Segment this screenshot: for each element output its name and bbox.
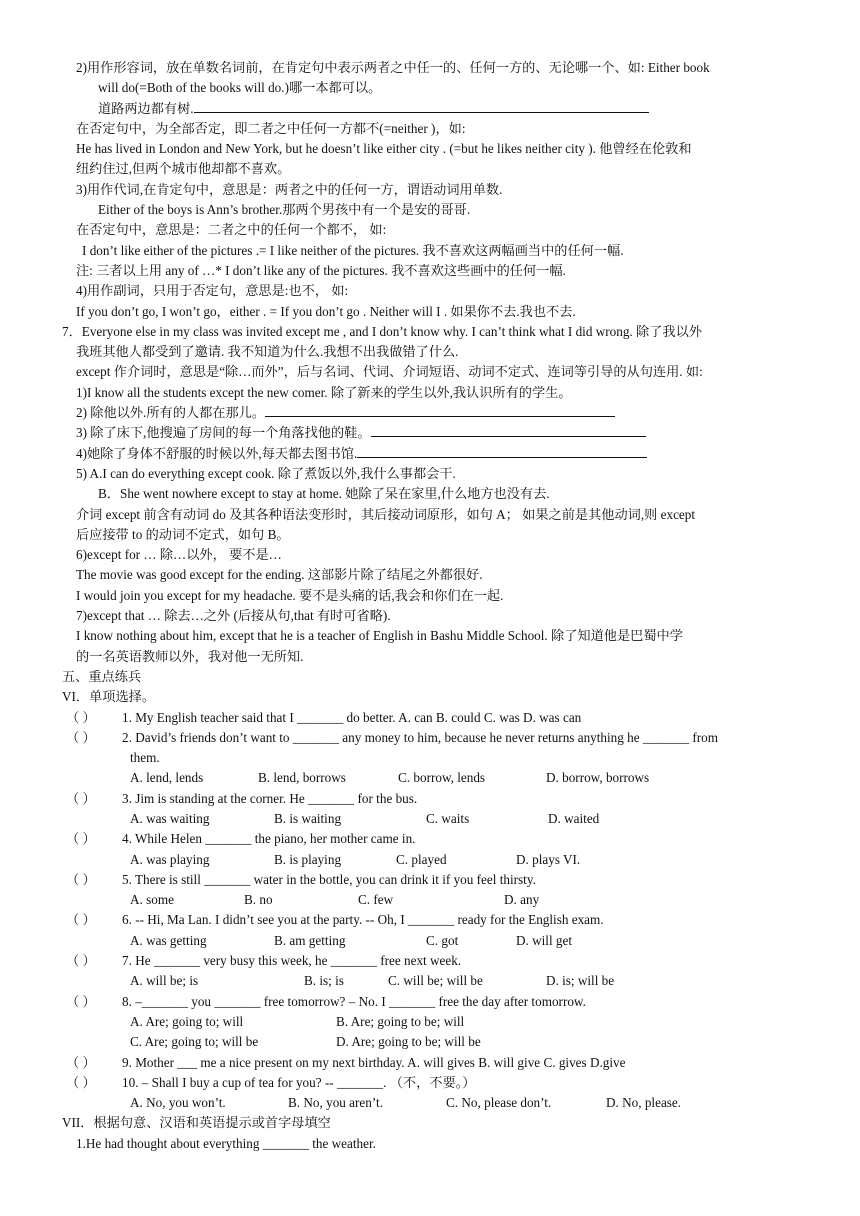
text-line <box>0 606 860 626</box>
text-line <box>0 748 860 768</box>
answer-option[interactable]: B. lend, borrows <box>258 770 346 786</box>
line-text: Either of the boys is Ann’s brother.那两个男孩中有一个是安的哥哥. <box>98 202 471 218</box>
text-line <box>0 1113 860 1133</box>
question-text: 6. -- Hi, Ma Lan. I didn’t see you at the party. -- Oh, I _______ ready for the English exam. <box>122 912 604 928</box>
text-line <box>0 302 860 322</box>
answer-option[interactable]: A. Are; going to; will <box>130 1013 244 1029</box>
line-text: I know nothing about him, except that he is a teacher of English in Bashu Middle School. 除了知道他是巴蜀中学 <box>76 628 683 644</box>
text-line <box>0 1073 860 1093</box>
line-text: 道路两边都有树. <box>98 100 194 116</box>
text-line <box>0 951 860 971</box>
line-text: 在否定句中，意思是：二者之中的任何一个都不， 如: <box>76 222 387 238</box>
text-line <box>0 890 860 910</box>
text-line <box>0 159 860 179</box>
text-line <box>0 870 860 890</box>
line-text: 纽约住过,但两个城市他却都不喜欢。 <box>76 161 291 177</box>
text-line <box>0 119 860 139</box>
answer-option[interactable]: C. borrow, lends <box>398 770 486 786</box>
line-text: them. <box>130 750 160 766</box>
answer-option[interactable]: A. No, you won’t. <box>130 1095 226 1111</box>
answer-option[interactable]: B. am getting <box>274 932 346 948</box>
text-line <box>0 403 860 423</box>
answer-option[interactable]: B. is waiting <box>274 810 342 826</box>
answer-bracket[interactable]: （ ） <box>66 993 96 1009</box>
answer-bracket[interactable]: （ ） <box>66 709 96 725</box>
answer-option[interactable]: D. is; will be <box>546 973 615 989</box>
text-line <box>0 829 860 849</box>
question-text: 2. David’s friends don’t want to _______ any money to him, because he never returns anything he _______ from <box>122 729 718 745</box>
line-text: The movie was good except for the ending. 这部影片除了结尾之外都很好. <box>76 567 483 583</box>
question-text: 5. There is still _______ water in the bottle, you can drink it if you feel thirsty. <box>122 871 536 887</box>
line-text: 3)用作代词,在肯定句中，意思是：两者之中的任何一方，谓语动词用单数. <box>76 181 503 197</box>
text-line <box>0 565 860 585</box>
line-text: 4)用作副词，只用于否定句，意思是:也不， 如: <box>76 283 349 299</box>
text-line <box>0 78 860 98</box>
line-text: VI．单项选择。 <box>62 689 156 705</box>
text-line <box>0 586 860 606</box>
text-line <box>0 910 860 930</box>
text-line <box>0 545 860 565</box>
answer-option[interactable]: C. No, please don’t. <box>446 1095 552 1111</box>
text-line <box>0 484 860 504</box>
document-page <box>0 58 860 1154</box>
answer-option[interactable]: D. No, please. <box>606 1095 682 1111</box>
text-line <box>0 525 860 545</box>
text-line <box>0 1012 860 1032</box>
answer-option[interactable]: C. waits <box>426 810 470 826</box>
text-line <box>0 626 860 646</box>
answer-bracket[interactable]: （ ） <box>66 1054 96 1070</box>
line-text: 的一名英语教师以外，我对他一无所知. <box>76 648 304 664</box>
question-text: 7. He _______ very busy this week, he _______ free next week. <box>122 953 462 969</box>
text-line <box>0 200 860 220</box>
question-text: 10. – Shall I buy a cup of tea for you? -- _______. （不，不要。） <box>122 1074 476 1090</box>
text-line <box>0 281 860 301</box>
answer-bracket[interactable]: （ ） <box>66 871 96 887</box>
line-text: 2)用作形容词，放在单数名词前，在肯定句中表示两者之中任一的、任何一方的、无论哪一个、如: Either book <box>76 60 710 75</box>
answer-option[interactable]: B. Are; going to be; will <box>336 1013 465 1029</box>
answer-bracket[interactable]: （ ） <box>66 729 96 745</box>
text-line <box>0 241 860 261</box>
text-line <box>0 789 860 809</box>
answer-bracket[interactable]: （ ） <box>66 831 96 847</box>
answer-option[interactable]: A. will be; is <box>130 973 199 989</box>
text-line <box>0 505 860 525</box>
text-line <box>0 362 860 382</box>
answer-option[interactable]: A. was getting <box>130 932 207 948</box>
text-line <box>0 1032 860 1052</box>
question-text: 3. Jim is standing at the corner. He _______ for the bus. <box>122 790 418 806</box>
text-line <box>0 322 860 342</box>
text-line <box>0 58 860 78</box>
answer-option[interactable]: D. will get <box>516 932 573 948</box>
text-line <box>0 1134 860 1154</box>
text-line <box>0 809 860 829</box>
question-text: 4. While Helen _______ the piano, her mother came in. <box>122 831 416 847</box>
question-text: 9. Mother ___ me a nice present on my next birthday. A. will gives B. will give C. gives D.give <box>122 1054 626 1070</box>
answer-option[interactable]: D. waited <box>548 810 600 826</box>
text-line <box>0 220 860 240</box>
fill-in-blank[interactable] <box>357 444 647 458</box>
answer-option[interactable]: D. any <box>504 892 540 908</box>
line-text: 我班其他人都受到了邀请. 我不知道为什么.我想不出我做错了什么. <box>76 344 459 360</box>
answer-option[interactable]: D. plays VI. <box>516 851 581 867</box>
line-text: He has lived in London and New York, but he doesn’t like either city . (=but he likes neither city ). 他曾经在伦敦和 <box>76 141 692 157</box>
line-text: 五、重点练兵 <box>62 668 142 684</box>
fill-in-blank[interactable] <box>371 423 646 437</box>
answer-option[interactable]: B. is playing <box>274 851 342 867</box>
line-text: 1.He had thought about everything _______ the weather. <box>76 1135 376 1151</box>
text-line <box>0 667 860 687</box>
answer-option[interactable]: D. borrow, borrows <box>546 770 650 786</box>
fill-in-blank[interactable] <box>265 403 615 417</box>
text-line <box>0 342 860 362</box>
line-text: will do(=Both of the books will do.)哪一本都可以。 <box>98 80 382 96</box>
answer-bracket[interactable]: （ ） <box>66 912 96 928</box>
text-line <box>0 708 860 728</box>
text-line <box>0 1093 860 1113</box>
answer-option[interactable]: B. no <box>244 892 273 908</box>
answer-option[interactable]: C. played <box>396 851 447 867</box>
fill-in-blank[interactable] <box>194 99 649 113</box>
line-text: 2) 除他以外.所有的人都在那儿。 <box>76 405 266 421</box>
line-text: 注: 三者以上用 any of …* I don’t like any of the pictures. 我不喜欢这些画中的任何一幅. <box>76 262 566 278</box>
answer-option[interactable]: C. few <box>358 892 394 908</box>
line-text: B．She went nowhere except to stay at home. 她除了呆在家里,什么地方也没有去. <box>98 486 550 502</box>
line-text: 在否定句中，为全部否定，即二者之中任何一方都不(=neither )，如: <box>76 120 466 136</box>
text-line <box>0 139 860 159</box>
text-line <box>0 464 860 484</box>
answer-option[interactable]: C. Are; going to; will be <box>130 1034 259 1050</box>
line-text: 5) A.I can do everything except cook. 除了煮饭以外,我什么事都会干. <box>76 465 456 481</box>
question-text: 8. –_______ you _______ free tomorrow? – No. I _______ free the day after tomorrow. <box>122 993 586 1009</box>
question-text: 1. My English teacher said that I _______ do better. A. can B. could C. was D. was can <box>122 709 582 725</box>
text-line <box>0 728 860 748</box>
answer-option[interactable]: B. No, you aren’t. <box>288 1095 383 1111</box>
answer-bracket[interactable]: （ ） <box>66 953 96 969</box>
answer-option[interactable]: A. some <box>130 892 174 908</box>
text-line <box>0 423 860 443</box>
text-line <box>0 444 860 464</box>
line-text: 4)她除了身体不舒服的时候以外,每天都去图书馆. <box>76 445 358 461</box>
answer-bracket[interactable]: （ ） <box>66 790 96 806</box>
line-text: except 作介词时，意思是“除…而外”，后与名词、代词、介词短语、动词不定式、连词等引导的从句连用. 如: <box>76 364 703 380</box>
text-line <box>0 1053 860 1073</box>
answer-option[interactable]: C. got <box>426 932 459 948</box>
line-text: 6)except for … 除…以外， 要不是… <box>76 547 282 563</box>
line-text: I don’t like either of the pictures .= I like neither of the pictures. 我不喜欢这两幅画当中的任何一幅. <box>82 242 624 258</box>
text-line <box>0 931 860 951</box>
text-line <box>0 971 860 991</box>
text-line <box>0 383 860 403</box>
text-line <box>0 850 860 870</box>
answer-option[interactable]: C. will be; will be <box>388 973 483 989</box>
answer-option[interactable]: D. Are; going to be; will be <box>336 1034 481 1050</box>
line-text: VII．根据句意、汉语和英语提示或首字母填空 <box>62 1115 331 1131</box>
answer-option[interactable]: A. was playing <box>130 851 210 867</box>
line-text: If you don’t go, I won’t go，either . = If you don’t go . Neither will I . 如果你不去.我也不去. <box>76 303 576 319</box>
answer-option[interactable]: A. was waiting <box>130 810 210 826</box>
line-text: I would join you except for my headache. 要不是头痛的话,我会和你们在一起. <box>76 587 504 603</box>
text-line <box>0 647 860 667</box>
text-line <box>0 180 860 200</box>
answer-option[interactable]: B. is; is <box>304 973 344 989</box>
answer-option[interactable]: A. lend, lends <box>130 770 204 786</box>
line-text: 1)I know all the students except the new comer. 除了新来的学生以外,我认识所有的学生。 <box>76 384 572 400</box>
text-line <box>0 687 860 707</box>
line-text: 3) 除了床下,他搜遍了房间的每一个角落找他的鞋。 <box>76 425 371 441</box>
text-line <box>0 261 860 281</box>
line-text: 7．Everyone else in my class was invited except me , and I don’t know why. I can’t think what I did wrong. 除了我以外 <box>62 323 702 339</box>
text-line <box>0 768 860 788</box>
line-text: 介词 except 前含有动词 do 及其各种语法变形时，其后接动词原形，如句 A； 如果之前是其他动词,则 except <box>76 506 696 522</box>
line-text: 后应接带 to 的动词不定式，如句 B。 <box>76 526 290 542</box>
text-line <box>0 99 860 119</box>
answer-bracket[interactable]: （ ） <box>66 1074 96 1090</box>
line-text: 7)except that … 除去…之外 (后接从句,that 有时可省略). <box>76 608 391 624</box>
text-line <box>0 992 860 1012</box>
